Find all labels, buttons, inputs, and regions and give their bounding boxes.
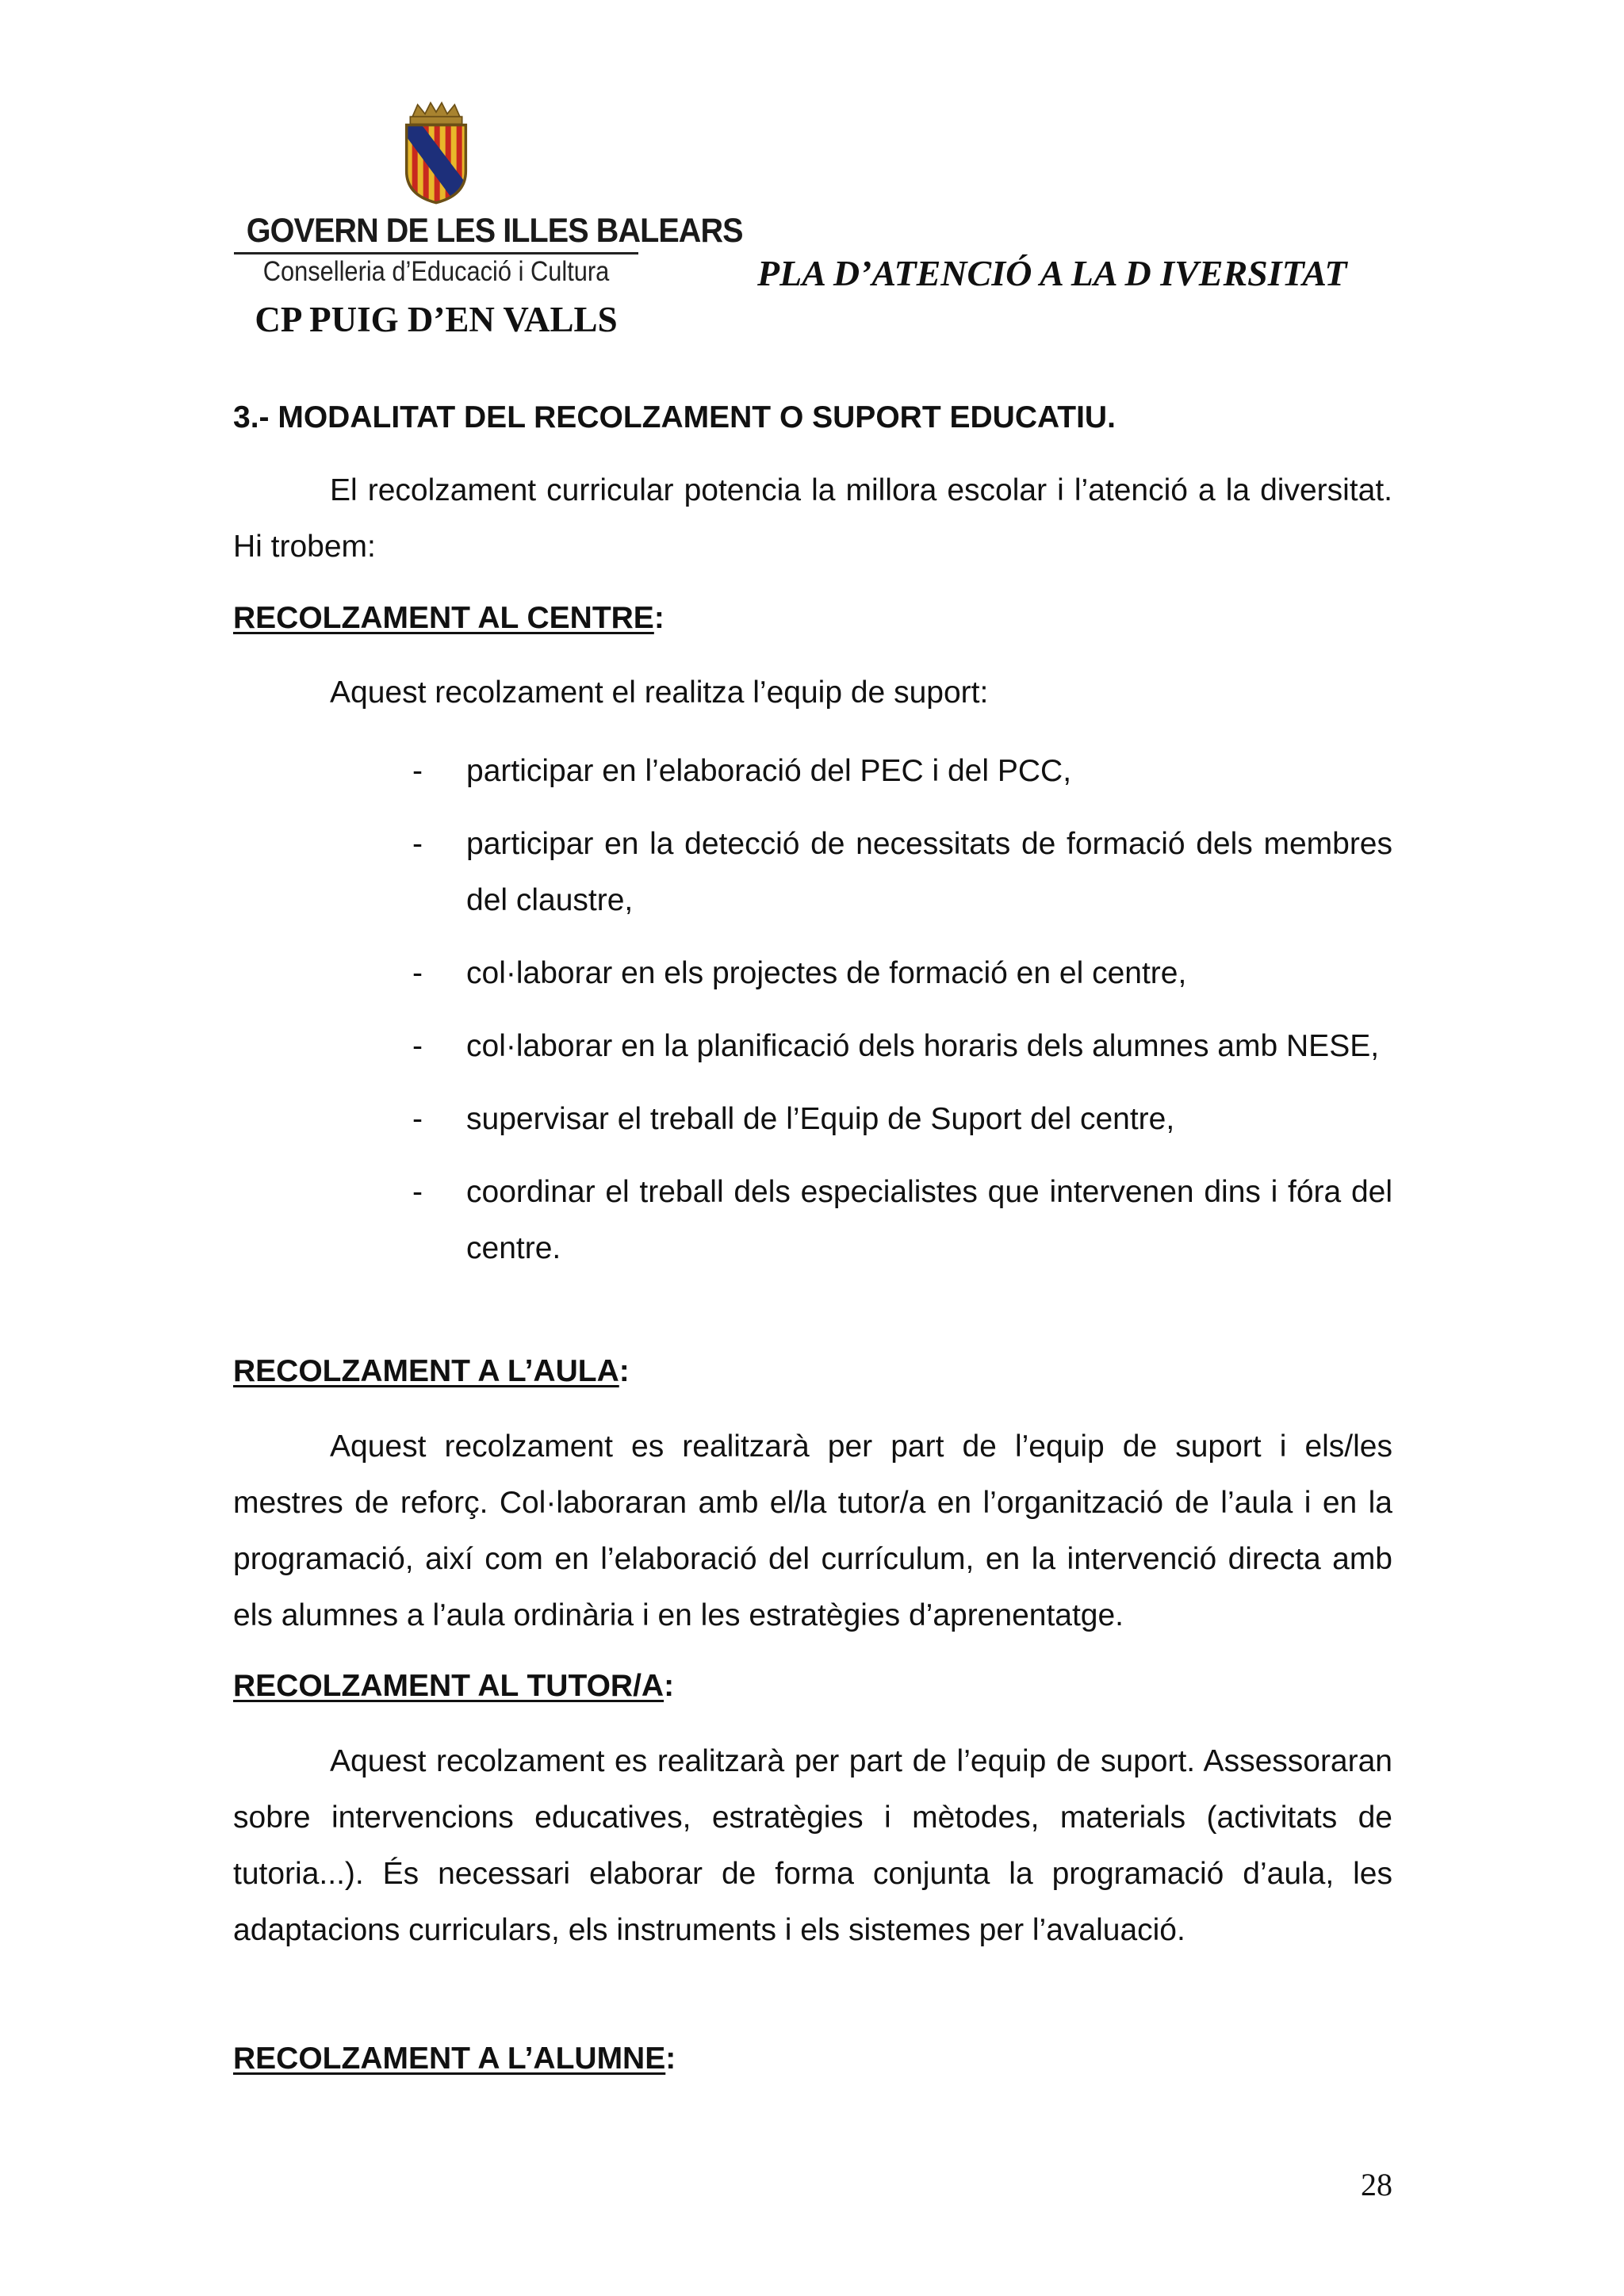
centre-intro: Aquest recolzament el realitza l’equip de suport:: [330, 675, 989, 710]
heading-colon: :: [665, 2042, 676, 2076]
heading-aula: [233, 1354, 630, 1389]
list-item-text: participar en l’elaboració del PEC i del PCC,: [466, 754, 1072, 788]
section-heading: 3.- MODALITAT DEL RECOLZAMENT O SUPORT EDUCATIU.: [233, 400, 1116, 434]
list-item: [412, 816, 1392, 928]
list-item: [412, 743, 1392, 799]
heading-colon: :: [653, 601, 665, 635]
heading-alumne-text: RECOLZAMENT A L’ALUMNE: [233, 2042, 666, 2076]
centre-task-list: [412, 743, 1392, 1293]
school-name: CP PUIG D’EN VALLS: [255, 300, 618, 339]
document-title: PLA D’ATENCIÓ A LA D IVERSITAT: [757, 253, 1347, 293]
heading-tutor-text: RECOLZAMENT AL TUTOR/A: [233, 1669, 665, 1703]
list-item: [412, 945, 1392, 1001]
bullet-dash: -: [412, 956, 423, 990]
heading-centre: [233, 601, 665, 636]
page-number: 28: [1361, 2167, 1392, 2202]
balearic-crest-icon: [381, 99, 492, 210]
list-item-text: col·laborar en la planificació dels horaris dels alumnes amb NESE,: [466, 1029, 1380, 1063]
heading-alumne: [233, 2042, 676, 2076]
list-item: [412, 1164, 1392, 1276]
heading-colon: :: [619, 1354, 630, 1388]
list-item-text: participar en la detecció de necessitats de formació dels membres del claustre,: [466, 827, 1392, 917]
section-intro-paragraph: El recolzament curricular potencia la millora escolar i l’atenció a la diversitat. Hi trobem:: [233, 473, 1392, 564]
list-item-text: col·laborar en els projectes de formació en el centre,: [466, 956, 1187, 990]
list-item: [412, 1018, 1392, 1074]
bullet-dash: -: [412, 1102, 423, 1136]
aula-paragraph: Aquest recolzament es realitzarà per part de l’equip de suport i els/les mestres de reforç. Col·laboraran amb el/la tutor/a en l’organització de l’aula i en la programació, així com en l’elaboració del currículum, en la intervenció directa amb els alumnes a l’aula ordinària i en les estratègies d’aprenentatge.: [233, 1429, 1392, 1632]
header-logo-block: [230, 99, 743, 340]
tutor-paragraph: Aquest recolzament es realitzarà per part de l’equip de suport. Assessoraran sobre intervencions educatives, estratègies i mètodes, materials (activitats de tutoria...). És necessari elaborar de forma conjunta la programació d’aula, les adaptacions curriculars, els instruments i els sistemes per l’avaluació.: [233, 1744, 1392, 1947]
list-item: [412, 1091, 1392, 1147]
heading-aula-text: RECOLZAMENT A L’AULA: [233, 1354, 619, 1388]
heading-colon: :: [664, 1669, 675, 1703]
list-item-text: coordinar el treball dels especialistes que intervenen dins i fóra del centre.: [466, 1175, 1392, 1265]
bullet-dash: -: [412, 1029, 423, 1063]
heading-tutor: [233, 1669, 674, 1704]
logo-conselleria-text: Conselleria d’Educació i Cultura: [262, 256, 610, 287]
heading-centre-text: RECOLZAMENT AL CENTRE: [233, 601, 654, 635]
bullet-dash: -: [412, 827, 423, 861]
logo-divider: [234, 252, 638, 254]
logo-govern-text: GOVERN DE LES ILLES BALEARS: [246, 212, 743, 250]
bullet-dash: -: [412, 1175, 423, 1209]
list-item-text: supervisar el treball de l’Equip de Suport del centre,: [466, 1102, 1175, 1136]
bullet-dash: -: [412, 754, 423, 788]
